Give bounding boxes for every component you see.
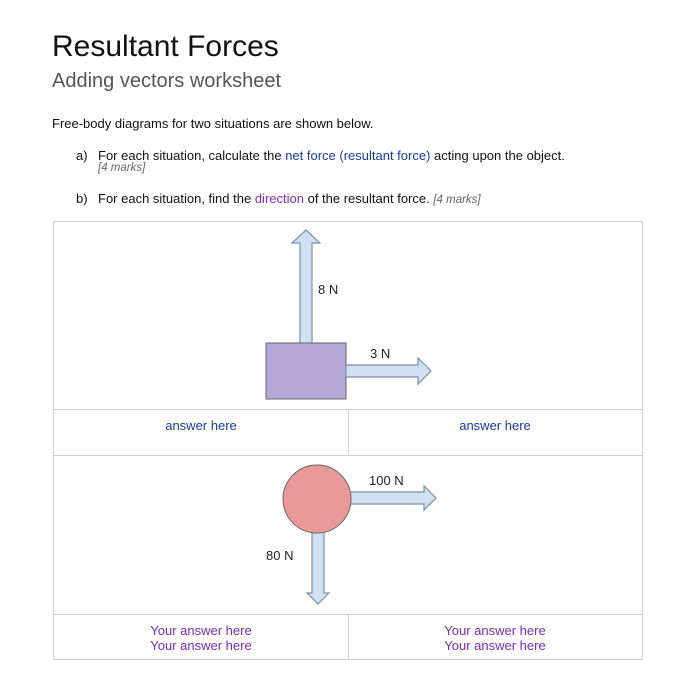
page-title: Resultant Forces [52,30,279,63]
question-a [76,148,565,163]
force-arrow-right [346,358,431,384]
free-body-diagram-2 [54,455,642,614]
force-label-right: 100 N [369,473,404,488]
answer-1-right[interactable]: answer here [459,418,531,433]
question-a-text-after: acting upon the object. [434,148,565,163]
force-arrow-right [350,486,436,510]
force-arrow-down [307,529,329,604]
question-b-highlight: direction [254,191,304,206]
force-label-right: 3 N [370,346,391,361]
question-a-text-before: For each situation, calculate the [98,148,282,163]
question-b-text-after: of the resultant force. [307,191,430,206]
force-arrow-up [292,230,320,345]
intro-text: Free-body diagrams for two situations are shown below. [52,116,374,131]
answer-2-left-line2: Your answer here [150,638,252,653]
force-label-down: 80 N [266,548,294,563]
answer-2-right-line1: Your answer here [444,623,546,638]
question-b-marks: [4 marks] [433,194,481,206]
answer-2-right-line2: Your answer here [444,638,546,653]
question-a-marks: [4 marks] [98,162,146,174]
object-circle [283,465,351,533]
page-subtitle: Adding vectors worksheet [52,70,282,92]
force-label-up: 8 N [318,282,339,297]
question-a-highlight: net force (resultant force) [285,148,431,163]
answer-1-left[interactable]: answer here [165,418,237,433]
question-b-letter: b) [76,191,88,206]
question-a-letter: a) [76,148,88,163]
question-b [76,191,481,206]
answer-2-right[interactable] [348,623,642,653]
answer-2-left[interactable] [54,623,348,653]
free-body-diagram-1 [54,222,642,409]
worksheet-table [53,221,643,660]
answer-2-left-line1: Your answer here [150,623,252,638]
object-box [266,343,346,399]
question-b-text-before: For each situation, find the [98,191,252,206]
